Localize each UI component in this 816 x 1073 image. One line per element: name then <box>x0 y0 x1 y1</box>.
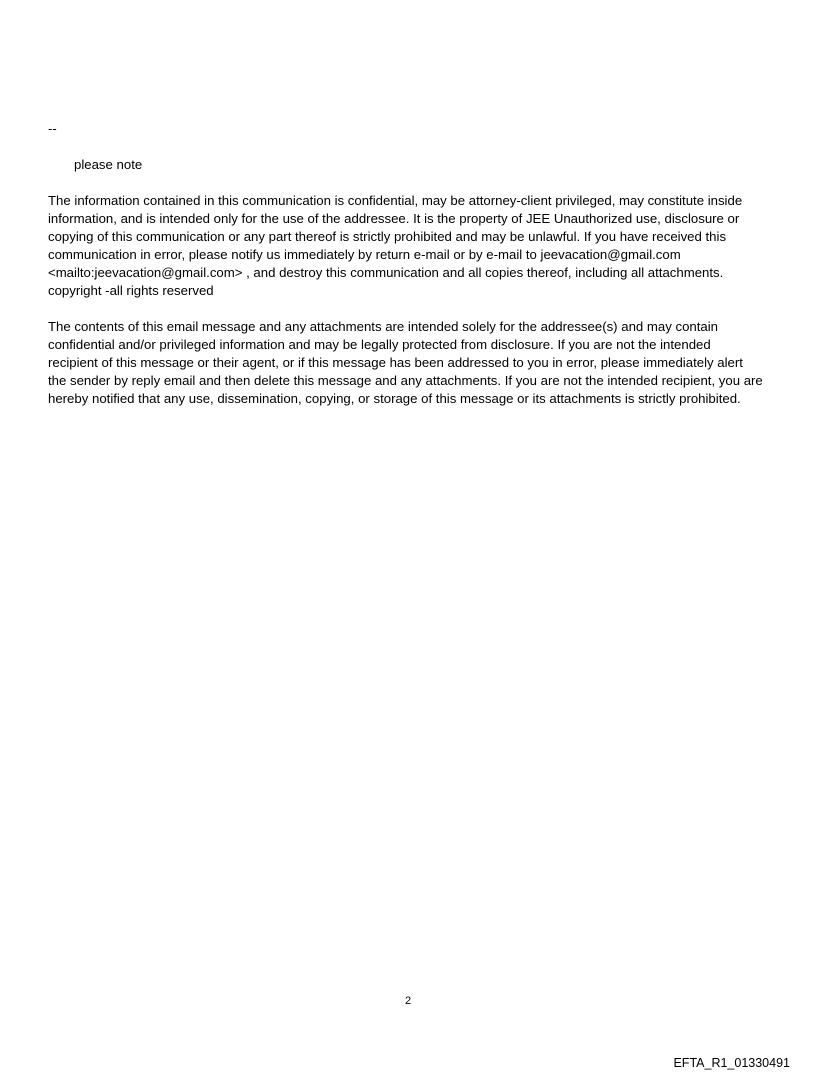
document-id: EFTA_R1_01330491 <box>673 1056 790 1070</box>
disclaimer-paragraph: The contents of this email message and any attachments are intended solely for the addressee(s) and may contain confidential and/or privileged information and may be legally protected from disclosure. If you are not the intended recipient of this message or their agent, or if this message has been addressed to you in error, please immediately alert the sender by reply email and then delete this message and any attachments. If you are not the intended recipient, you are hereby notified that any use, dissemination, copying, or storage of this message or its attachments is strictly prohibited. <box>48 319 763 406</box>
note-label: please note <box>74 157 143 172</box>
confidentiality-notice-paragraph: The information contained in this communication is confidential, may be attorney-client privileged, may constitute inside information, and is intended only for the use of the addressee. It is the property of JEE Unauthorized use, disclosure or copying of this communication or any part thereof is strictly prohibited and may be unlawful. If you have received this communication in error, please notify us immediately by return e-mail or by e-mail to jeevacation@gmail.com <mailto:jeevacation@gmail.com> , and destroy this communication and all copies thereof, including all attachments. copyright -all rights reserved <box>48 193 743 298</box>
page-number: 2 <box>404 995 412 1007</box>
signature-separator: -- <box>48 121 57 136</box>
